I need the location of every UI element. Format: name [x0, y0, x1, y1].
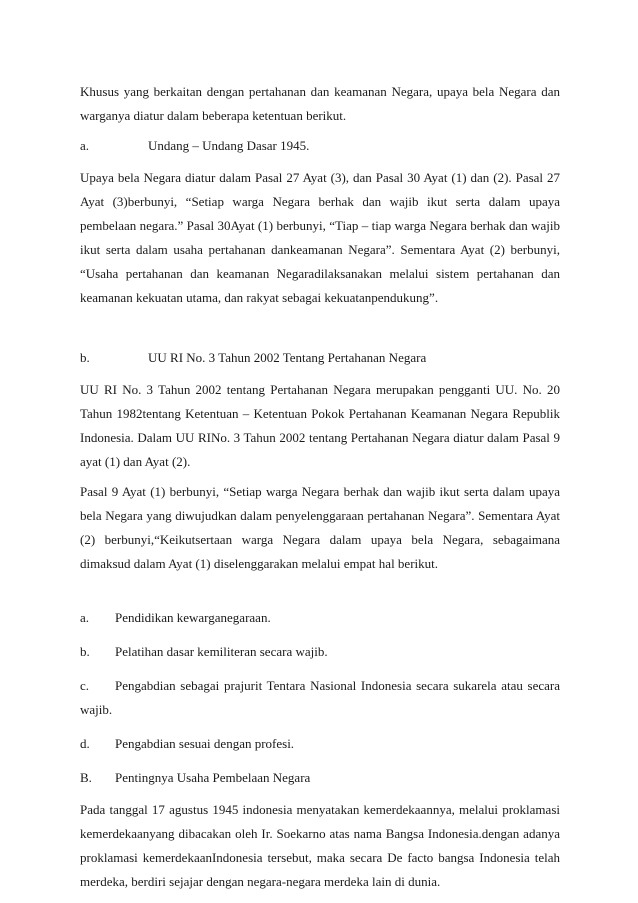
list-item-marker: d. — [80, 736, 90, 751]
section-b-heading — [80, 346, 560, 370]
section-B-heading — [80, 766, 560, 790]
section-a-heading — [80, 134, 560, 158]
section-B-body: Pada tanggal 17 agustus 1945 indonesia menyatakan kemerdekaannya, melalui proklamasi kemerdekaanyang dibacakan oleh Ir. Soekarno atas nama Bangsa Indonesia.dengan adanya proklamasi kemerdekaanIndonesia tersebut, maka secara De facto bangsa Indonesia telah merdeka, berdiri sejajar dengan negara-negara merdeka lain di dunia. — [80, 802, 560, 889]
list-item — [80, 640, 560, 664]
list-item-marker: a. — [80, 610, 90, 625]
list-item — [80, 606, 560, 630]
list-item-marker: b. — [80, 644, 90, 659]
list-item-text: Pengabdian sesuai dengan profesi. — [115, 736, 295, 751]
document-page — [80, 80, 560, 894]
section-b-body-2: Pasal 9 Ayat (1) berbunyi, “Setiap warga Negara berhak dan wajib ikut serta dalam upaya bela Negara yang diwujudkan dalam penyelenggaraan pertahanan Negara”. Sementara Ayat (2) berbunyi,“Keikutsertaan warga Negara dalam upaya bela Negara, sebagaimana dimaksud dalam Ayat (1) diselenggarakan melalui empat hal berikut. — [80, 484, 560, 571]
section-B-title: Pentingnya Usaha Pembelaan Negara — [115, 770, 311, 785]
section-b-body-1: UU RI No. 3 Tahun 2002 tentang Pertahanan Negara merupakan pengganti UU. No. 20 Tahun 1982tentang Ketentuan – Ketentuan Pokok Pertahanan Keamanan Negara Republik Indonesia. Dalam UU RINo. 3 Tahun 2002 tentang Pertahanan Negara diatur dalam Pasal 9 ayat (1) dan Ayat (2). — [80, 382, 560, 469]
list-item-text: Pendidikan kewarganegaraan. — [115, 610, 271, 625]
list-item-marker: c. — [80, 678, 90, 693]
list-item-text: Pengabdian sebagai prajurit Tentara Nasional Indonesia secara sukarela atau secara wajib. — [80, 678, 560, 717]
section-b-marker: b. — [80, 350, 90, 365]
section-b-title: UU RI No. 3 Tahun 2002 Tentang Pertahanan Negara — [148, 350, 427, 365]
section-a-title: Undang – Undang Dasar 1945. — [148, 138, 310, 153]
section-a-body: Upaya bela Negara diatur dalam Pasal 27 Ayat (3), dan Pasal 30 Ayat (1) dan (2). Pasal 27 Ayat (3)berbunyi, “Setiap warga Negara berhak dan wajib ikut serta dalam upaya pembelaan negara.” Pasal 30Ayat (1) berbunyi, “Tiap – tiap warga Negara berhak dan wajib ikut serta dalam usaha pertahanan dankeamanan Negara”. Sementara Ayat (2) berbunyi, “Usaha pertahanan dan keamanan Negaradilaksanakan melalui sistem pertahanan dan keamanan kekuatan utama, dan rakyat sebagai kekuatanpendukung”. — [80, 170, 560, 305]
intro-paragraph: Khusus yang berkaitan dengan pertahanan dan keamanan Negara, upaya bela Negara dan warganya diatur dalam beberapa ketentuan berikut. — [80, 84, 560, 123]
section-B-marker: B. — [80, 770, 92, 785]
section-a-marker: a. — [80, 138, 90, 153]
list-item-text: Pelatihan dasar kemiliteran secara wajib. — [115, 644, 328, 659]
list-item — [80, 732, 560, 756]
list-item — [80, 674, 560, 722]
